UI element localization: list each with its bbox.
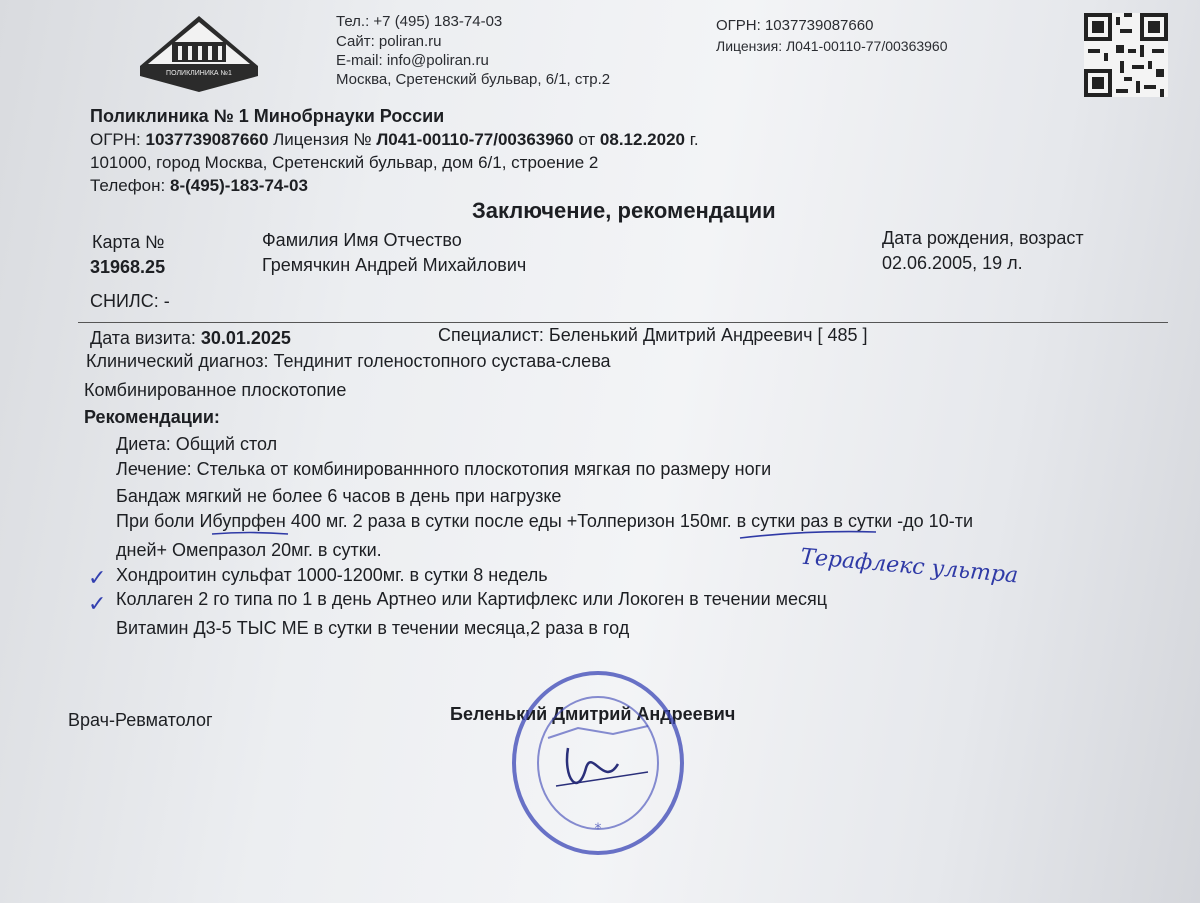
recommendations-heading: Рекомендации: [84, 407, 220, 427]
visit-date-label: Дата визита: [90, 328, 201, 348]
rec-line: дней+ Омепразол 20мг. в сутки. [116, 540, 382, 560]
doctor-name: Беленький Дмитрий Андреевич [450, 704, 736, 724]
card-value: 31968.25 [90, 257, 166, 277]
license-label: Лицензия № [268, 130, 377, 149]
license-from: от [573, 130, 600, 149]
dob-value: 02.06.2005, 19 л. [882, 253, 1023, 273]
visit-date-line [90, 328, 291, 349]
ogrn-value: 1037739087660 [145, 130, 269, 149]
rec-line: Хондроитин сульфат 1000-1200мг. в сутки 8 недель [116, 565, 548, 585]
rec-line: Лечение: Стелька от комбинированнного плоскотопия мягкая по размеру ноги [116, 459, 772, 479]
rec-line: Диета: Общий стол [116, 434, 278, 454]
clinic-name: Поликлиника № 1 Минобрнауки России [90, 106, 445, 126]
doctor-role: Врач-Ревматолог [68, 710, 213, 730]
underline-mark [210, 528, 290, 538]
header-ogrn: ОГРН: 1037739087660 [716, 17, 874, 34]
license-suffix: г. [685, 130, 699, 149]
fio-label: Фамилия Имя Отчество [262, 230, 462, 250]
rec-line: При боли Ибупрфен 400 мг. 2 раза в сутки после еды +Толперизон 150мг. в сутки раз в сутки -до 10-ти [116, 511, 973, 531]
rec-line: Бандаж мягкий не более 6 часов в день при нагрузке [116, 486, 562, 506]
specialist: Специалист: Беленький Дмитрий Андреевич [ 485 ] [438, 325, 868, 345]
header-license: Лицензия: Л041-00110-77/00363960 [716, 38, 948, 54]
checkmark-icon: ✓ [88, 566, 107, 591]
dob-label: Дата рождения, возраст [882, 228, 1084, 248]
svg-text:*: * [594, 821, 602, 837]
logo-text: ПОЛИКЛИНИКА №1 [166, 70, 232, 77]
document-title: Заключение, рекомендации [472, 198, 776, 223]
visit-date-value: 30.01.2025 [200, 328, 291, 348]
phone-value: 8-(495)-183-74-03 [169, 176, 308, 195]
license-value: Л041-00110-77/00363960 [376, 130, 574, 149]
header-email: E-mail: info@poliran.ru [336, 52, 489, 69]
fio-value: Гремячкин Андрей Михайлович [262, 255, 527, 275]
phone-label: Телефон: [90, 176, 170, 195]
diagnosis-secondary: Комбинированное плоскотопие [84, 380, 347, 400]
license-date: 08.12.2020 [599, 130, 686, 149]
checkmark-icon: ✓ [88, 592, 107, 617]
snils: СНИЛС: - [90, 291, 170, 311]
header-address: Москва, Сретенский бульвар, 6/1, стр.2 [336, 71, 611, 88]
divider-line [78, 322, 1168, 323]
clinic-logo-icon [132, 12, 266, 96]
handwritten-note: Терафлекс ультра [799, 544, 1020, 589]
qr-code-icon [1084, 13, 1168, 97]
header-tel: Тел.: +7 (495) 183-74-03 [336, 13, 503, 30]
rec-line: Коллаген 2 го типа по 1 в день Артнео или Картифлекс или Локоген в течении месяц [116, 589, 828, 609]
clinic-phone-line [90, 176, 308, 196]
card-label: Карта № [92, 232, 165, 252]
clinic-address: 101000, город Москва, Сретенский бульвар, дом 6/1, строение 2 [90, 153, 599, 172]
rec-line: Витамин Д3-5 ТЫС МЕ в сутки в течении месяца,2 раза в год [116, 618, 630, 638]
underline-mark [738, 528, 878, 542]
clinic-ogrn-line [90, 130, 699, 150]
diagnosis: Клинический диагноз: Тендинит голеностопного сустава-слева [86, 351, 611, 371]
doctor-stamp-icon [508, 668, 688, 858]
header-site: Сайт: poliran.ru [336, 33, 442, 50]
ogrn-label: ОГРН: [90, 130, 146, 149]
